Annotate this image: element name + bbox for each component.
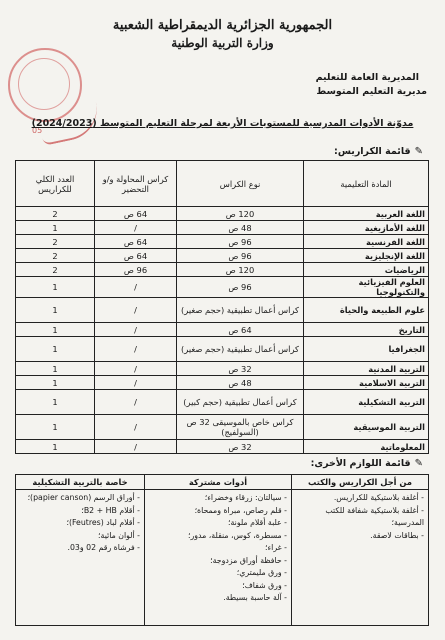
list-item: - مسطرة، كوس، منقلة، مدور؛ [188, 530, 287, 540]
draft-notebook-cell: / [95, 221, 177, 235]
column-header: نوع الكراس [177, 161, 304, 207]
notebook-type-cell: 96 ص [177, 235, 304, 249]
list-item: - علبة أقلام ملونة؛ [227, 518, 287, 527]
notebook-type-cell: 96 ص [177, 249, 304, 263]
notebooks-section-heading: ✎قائمة الكراريس: [334, 146, 423, 157]
draft-notebook-cell: 64 ص [95, 235, 177, 249]
subject-cell: اللغة الفرنسية [304, 235, 429, 249]
notebook-type-cell: 48 ص [177, 376, 304, 390]
subject-cell: التربية الاسلامية [304, 376, 429, 390]
subject-cell: اللغة العربية [304, 207, 429, 221]
column-header: المادة التعليمية [304, 161, 429, 207]
table-row [16, 376, 429, 390]
table-row [16, 207, 429, 221]
list-item: - حافظة أوراق مزدوجة؛ [210, 555, 287, 565]
supplies-table [15, 474, 429, 626]
subject-cell: العلوم الفيزيائية والتكنولوجيا [304, 277, 429, 298]
list-item: - ألوان مائية؛ [98, 530, 140, 540]
subject-cell: التاريخ [304, 323, 429, 337]
subject-cell: الرياضيات [304, 263, 429, 277]
subject-cell: اللغة الأمازيغية [304, 221, 429, 235]
column-header: أدوات مشتركة [145, 475, 292, 490]
subject-cell: المعلوماتية [304, 440, 429, 454]
list-item: - أوراق الرسم (papier canson)؛ [27, 493, 140, 502]
draft-notebook-cell: / [95, 390, 177, 415]
subject-cell: التربية التشكيلية [304, 390, 429, 415]
directorate: مديرية التعليم المتوسط [316, 86, 427, 97]
table-row [16, 440, 429, 454]
notebook-type-cell: 64 ص [177, 323, 304, 337]
pencil-icon: ✎ [414, 458, 423, 469]
total-count-cell: 2 [16, 207, 95, 221]
notebook-type-cell: 120 ص [177, 207, 304, 221]
total-count-cell: 1 [16, 390, 95, 415]
table-row [16, 390, 429, 415]
subject-cell: اللغة الإنجليزية [304, 249, 429, 263]
draft-notebook-cell: / [95, 362, 177, 376]
supplies-section-heading: ✎قائمة اللوازم الأخرى: [310, 458, 423, 469]
table-row [16, 323, 429, 337]
notebook-type-cell: 48 ص [177, 221, 304, 235]
draft-notebook-cell: / [95, 415, 177, 440]
total-count-cell: 1 [16, 323, 95, 337]
subject-cell: التربية المدنية [304, 362, 429, 376]
list-item: - آلة حاسبة بسيطة. [223, 593, 287, 602]
notebook-type-cell: كراس أعمال تطبيقية (حجم كبير) [177, 390, 304, 415]
list-item: - ورق مليمتري؛ [236, 568, 287, 577]
column-header: كراس المحاولة و/و التحضير [95, 161, 177, 207]
total-count-cell: 1 [16, 337, 95, 362]
table-row [16, 415, 429, 440]
list-item: - أقلام لباد (Feutres)؛ [66, 518, 140, 527]
draft-notebook-cell: / [95, 376, 177, 390]
notebook-type-cell: 96 ص [177, 277, 304, 298]
list-item: - فرشاة رقم 02 و03. [67, 543, 140, 552]
directorate-general: المديرية العامة للتعليم [315, 72, 419, 83]
draft-notebook-cell: / [95, 277, 177, 298]
total-count-cell: 1 [16, 376, 95, 390]
ministry-title: وزارة التربية الوطنية [171, 36, 274, 50]
list-item: - ورق شفاف؛ [242, 580, 287, 590]
pencil-icon: ✎ [414, 146, 423, 157]
subject-cell: التربية الموسيقية [304, 415, 429, 440]
list-item: - غراء؛ [265, 543, 287, 552]
notebook-type-cell: كراس أعمال تطبيقية (حجم صغير) [177, 298, 304, 323]
republic-title: الجمهورية الجزائرية الديمقراطية الشعبية [112, 18, 333, 33]
subject-cell: الجغرافيا [304, 337, 429, 362]
draft-notebook-cell: / [95, 337, 177, 362]
column-header: خاصة بالتربية التشكيلية [16, 475, 145, 490]
total-count-cell: 1 [16, 277, 95, 298]
stamp-number: 05 [32, 126, 43, 135]
list-item: - سيالتان: زرقاء وخضراء؛ [204, 493, 287, 502]
table-row [16, 221, 429, 235]
notebook-type-cell: 32 ص [177, 440, 304, 454]
list-item: - أغلفة بلاستيكية شفافة للكتب المدرسية؛ [325, 505, 424, 527]
column-header: العدد الكلي للكراريس [16, 161, 95, 207]
list-item: - أقلام B2 + HB؛ [81, 505, 140, 515]
table-row [16, 298, 429, 323]
subject-cell: علوم الطبيعة والحياة [304, 298, 429, 323]
notebooks-table [15, 160, 429, 454]
notebook-type-cell: كراس أعمال تطبيقية (حجم صغير) [177, 337, 304, 362]
total-count-cell: 2 [16, 249, 95, 263]
table-header-row [16, 475, 429, 490]
notebook-type-cell: 120 ص [177, 263, 304, 277]
total-count-cell: 1 [16, 298, 95, 323]
common-tools-cell [145, 490, 292, 626]
total-count-cell: 1 [16, 221, 95, 235]
total-count-cell: 1 [16, 440, 95, 454]
list-item: - بطاقات لاصقة. [370, 530, 424, 540]
notebook-type-cell: كراس خاص بالموسيقى 32 ص (السولفيج) [177, 415, 304, 440]
draft-notebook-cell: 96 ص [95, 263, 177, 277]
document-title: مدوّنة الأدوات المدرسية للمستويات الأربعة لمرحلة التعليم المتوسط (2024/2023) [31, 118, 414, 129]
total-count-cell: 2 [16, 263, 95, 277]
table-row [16, 249, 429, 263]
list-item: - أغلفة بلاستيكية للكراريس. [333, 493, 424, 502]
draft-notebook-cell: 64 ص [95, 249, 177, 263]
table-header-row [16, 161, 429, 207]
total-count-cell: 1 [16, 415, 95, 440]
draft-notebook-cell: / [95, 298, 177, 323]
draft-notebook-cell: / [95, 440, 177, 454]
table-row [16, 490, 429, 626]
notebook-type-cell: 32 ص [177, 362, 304, 376]
official-stamp [8, 48, 82, 135]
books-supplies-cell [292, 490, 429, 626]
column-header: من أجل الكراريس والكتب [292, 475, 429, 490]
table-row [16, 337, 429, 362]
list-item: - قلم رصاص، مبراة وممحاة؛ [194, 505, 287, 515]
table-row [16, 277, 429, 298]
total-count-cell: 2 [16, 235, 95, 249]
table-row [16, 263, 429, 277]
table-row [16, 235, 429, 249]
art-supplies-cell [16, 490, 145, 626]
table-row [16, 362, 429, 376]
draft-notebook-cell: 64 ص [95, 207, 177, 221]
draft-notebook-cell: / [95, 323, 177, 337]
total-count-cell: 1 [16, 362, 95, 376]
